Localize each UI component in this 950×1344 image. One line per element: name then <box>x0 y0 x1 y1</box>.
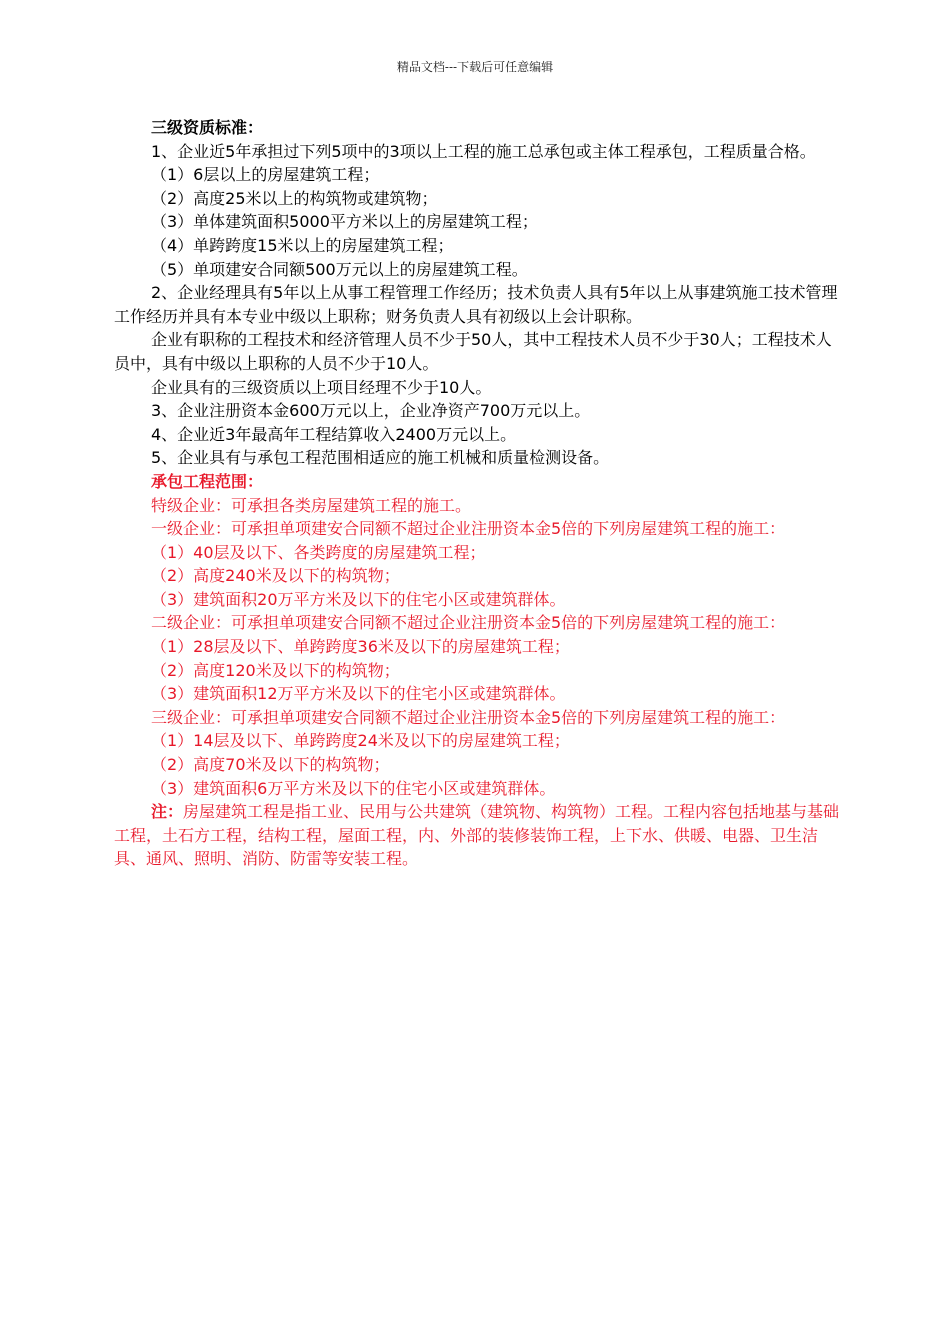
paragraph-list <box>114 116 842 800</box>
paragraph: 承包工程范围： <box>151 471 264 491</box>
paragraph: （2）高度70米及以下的构筑物； <box>151 755 390 775</box>
paragraph: 一级企业：可承担单项建安合同额不超过企业注册资本金5倍的下列房屋建筑工程的施工： <box>151 519 786 539</box>
paragraph: （2）高度240米及以下的构筑物； <box>151 566 400 586</box>
paragraph: 5、企业具有与承包工程范围相适应的施工机械和质量检测设备。 <box>151 448 610 468</box>
paragraph: 4、企业近3年最高年工程结算收入2400万元以上。 <box>151 424 517 444</box>
paragraph: （3）建筑面积6万平方米及以下的住宅小区或建筑群体。 <box>151 778 556 798</box>
paragraph: 二级企业：可承担单项建安合同额不超过企业注册资本金5倍的下列房屋建筑工程的施工： <box>151 613 786 633</box>
document-body <box>114 116 842 871</box>
note-paragraph <box>114 800 842 871</box>
paragraph: （5）单项建安合同额500万元以上的房屋建筑工程。 <box>151 259 528 279</box>
paragraph: （3）建筑面积20万平方米及以下的住宅小区或建筑群体。 <box>151 589 566 609</box>
paragraph: （4）单跨跨度15米以上的房屋建筑工程； <box>151 235 454 255</box>
paragraph: （1）14层及以下、单跨跨度24米及以下的房屋建筑工程； <box>151 731 570 751</box>
page-header: 精品文档---下载后可任意编辑 <box>396 60 554 74</box>
paragraph: 三级资质标准： <box>151 118 264 137</box>
paragraph: 企业具有的三级资质以上项目经理不少于10人。 <box>151 377 492 397</box>
paragraph: 3、企业注册资本金600万元以上，企业净资产700万元以上。 <box>151 401 591 421</box>
note-label: 注： <box>151 802 184 822</box>
paragraph: （1）28层及以下、单跨跨度36米及以下的房屋建筑工程； <box>151 637 570 657</box>
paragraph: （1）6层以上的房屋建筑工程； <box>151 165 380 185</box>
paragraph: 1、企业近5年承担过下列5项中的3项以上工程的施工总承包或主体工程承包，工程质量合格。 <box>151 141 816 161</box>
paragraph: （3）建筑面积12万平方米及以下的住宅小区或建筑群体。 <box>151 684 566 704</box>
paragraph: （2）高度120米及以下的构筑物； <box>151 660 400 680</box>
paragraph: 企业有职称的工程技术和经济管理人员不少于50人，其中工程技术人员不少于30人；工程技术人员中，具有中级以上职称的人员不少于10人。 <box>114 330 832 373</box>
note-text: 房屋建筑工程是指工业、民用与公共建筑（建筑物、构筑物）工程。工程内容包括地基与基础工程，土石方工程，结构工程，屋面工程，内、外部的装修装饰工程，上下水、供暖、电器、卫生洁具、通风、照明、消防、防雷等安装工程。 <box>114 802 840 869</box>
paragraph: 三级企业：可承担单项建安合同额不超过企业注册资本金5倍的下列房屋建筑工程的施工： <box>151 707 786 727</box>
paragraph: 2、企业经理具有5年以上从事工程管理工作经历；技术负责人具有5年以上从事建筑施工技术管理工作经历并具有本专业中级以上职称；财务负责人具有初级以上会计职称。 <box>114 283 838 326</box>
paragraph: （1）40层及以下、各类跨度的房屋建筑工程； <box>151 542 486 562</box>
paragraph: （2）高度25米以上的构筑物或建筑物； <box>151 188 438 208</box>
paragraph: （3）单体建筑面积5000平方米以上的房屋建筑工程； <box>151 212 538 232</box>
paragraph: 特级企业：可承担各类房屋建筑工程的施工。 <box>151 495 472 515</box>
